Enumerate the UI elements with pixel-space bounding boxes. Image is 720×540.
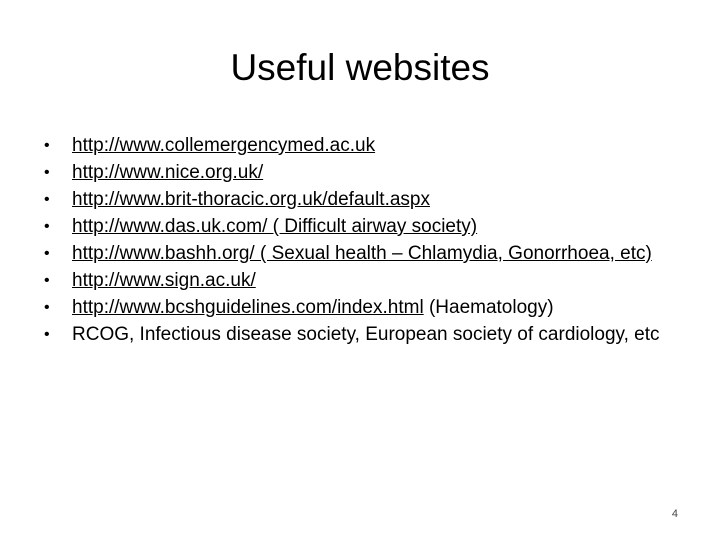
bullet-icon: •: [44, 272, 50, 289]
list-item: [44, 267, 684, 294]
bullet-icon: •: [44, 299, 50, 316]
link-bashh[interactable]: http://www.bashh.org/ ( Sexual health – Chlamydia, Gonorrhoea, etc): [72, 243, 652, 264]
link-nice[interactable]: http://www.nice.org.uk/: [72, 162, 264, 183]
link-brit-thoracic[interactable]: http://www.brit-thoracic.org.uk/default.aspx: [72, 189, 430, 210]
bullet-list: [44, 132, 684, 348]
bullet-icon: •: [44, 137, 50, 154]
list-item: [44, 159, 684, 186]
bullet-icon: •: [44, 191, 50, 208]
other-societies-text: RCOG, Infectious disease society, European society of cardiology, etc: [72, 324, 660, 345]
link-das[interactable]: http://www.das.uk.com/ ( Difficult airway society): [72, 216, 478, 237]
list-item: [44, 321, 684, 348]
list-item: [44, 132, 684, 159]
link-collemergencymed[interactable]: http://www.collemergencymed.ac.uk: [72, 135, 376, 156]
slide-title: Useful websites: [230, 47, 490, 88]
link-bcshguidelines[interactable]: http://www.bcshguidelines.com/index.html: [72, 297, 424, 318]
bullet-icon: •: [44, 326, 50, 343]
page-number: 4: [671, 508, 678, 520]
list-item: [44, 213, 684, 240]
list-item: [44, 240, 684, 267]
list-item: [44, 186, 684, 213]
bullet-icon: •: [44, 218, 50, 235]
link-sign[interactable]: http://www.sign.ac.uk/: [72, 270, 256, 291]
bullet-icon: •: [44, 245, 50, 262]
link-bcshguidelines-suffix: (Haematology): [423, 297, 554, 318]
list-item: [44, 294, 684, 321]
bullet-icon: •: [44, 164, 50, 181]
